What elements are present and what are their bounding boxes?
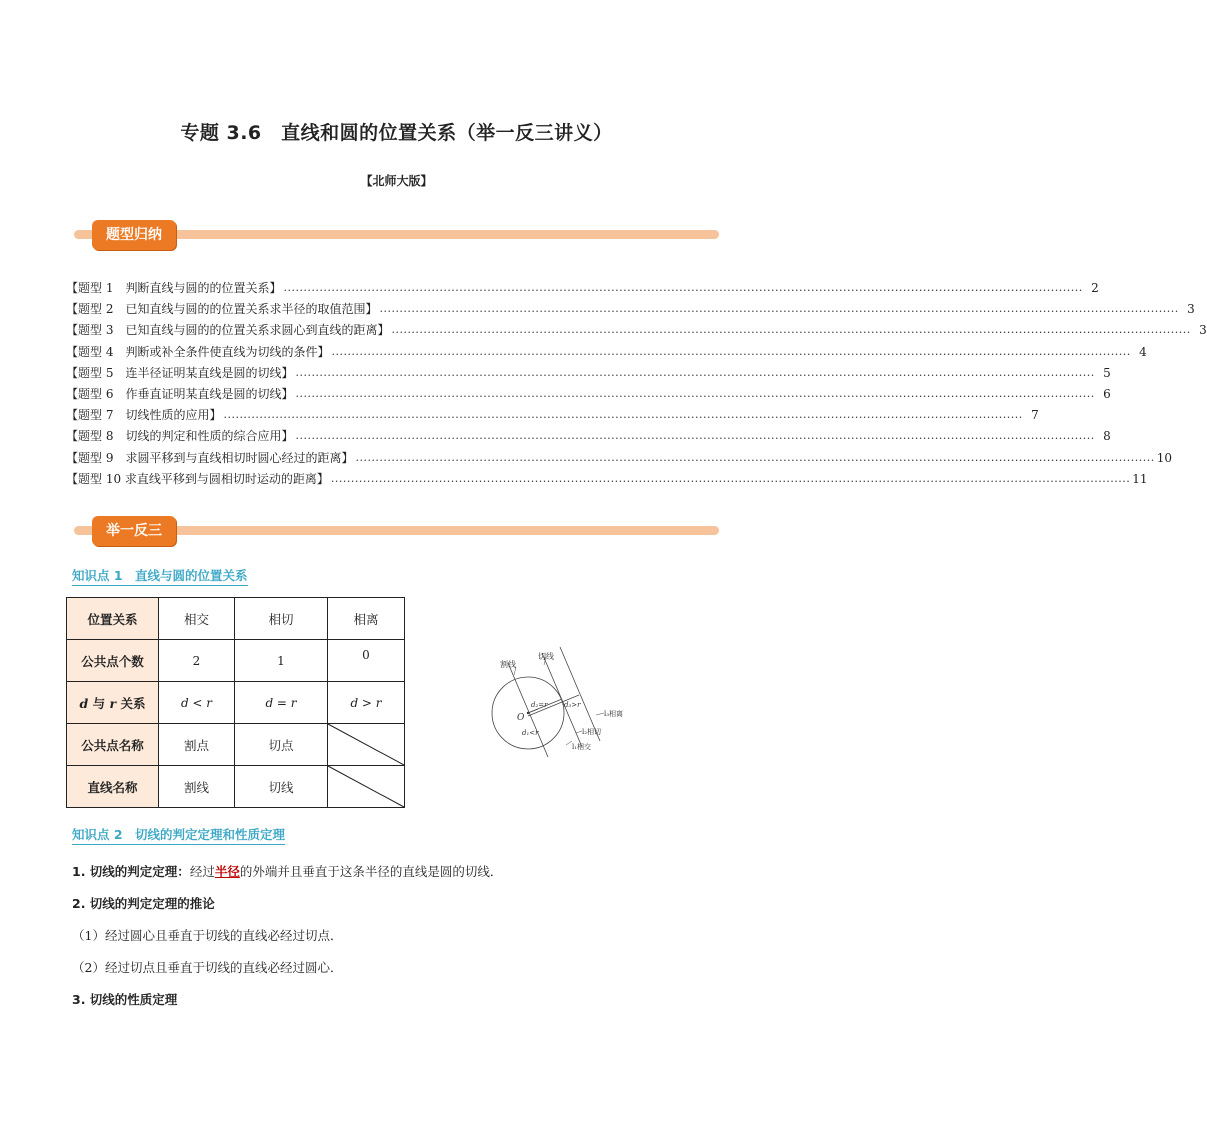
row-label: 公共点个数 xyxy=(67,640,159,682)
label-leader xyxy=(596,713,604,715)
page-title: 专题 3.6 直线和圆的位置关系（举一反三讲义） xyxy=(180,122,613,144)
table-header-cell: 相交 xyxy=(159,598,235,640)
l3-label: l₃相离 xyxy=(604,710,624,718)
toc-leader-dots: ........................................................................................................................................................................................................ xyxy=(330,472,1131,485)
toc-item-page: 2 xyxy=(1091,280,1099,295)
diagonal-slash xyxy=(328,766,404,807)
toc-item-label: 【题型 8 切线的判定和性质的综合应用】 xyxy=(66,429,294,443)
toc-item[interactable] xyxy=(66,468,1148,489)
toc-item-label: 【题型 9 求圆平移到与直线相切时圆心经过的距离】 xyxy=(66,451,354,465)
toc-item-label: 【题型 7 切线性质的应用】 xyxy=(66,408,222,422)
table-cell: 割点 xyxy=(159,724,235,766)
paragraph-heading: 1. 切线的判定定理： xyxy=(72,864,190,879)
empty-diagonal-cell xyxy=(328,766,405,808)
knowledge-point-1-title: 知识点 1 直线与圆的位置关系 xyxy=(72,566,248,586)
toc-item[interactable] xyxy=(66,383,1111,404)
row-label: 直线名称 xyxy=(67,766,159,808)
paragraph-heading: 2. 切线的判定定理的推论 xyxy=(72,896,215,911)
circle-line-diagram xyxy=(486,645,636,765)
toc-item-page: 5 xyxy=(1103,365,1111,380)
row-label xyxy=(67,682,159,724)
toc-item[interactable] xyxy=(66,362,1111,383)
row-label-mid: 与 xyxy=(88,695,110,711)
toc-leader-dots: ........................................................................................................................................................................................................ xyxy=(295,429,1095,442)
table-row xyxy=(67,766,405,808)
toc-leader-dots: ........................................................................................................................................................................................................ xyxy=(295,366,1095,379)
diagonal-slash xyxy=(328,724,404,765)
table-header-cell: 相切 xyxy=(235,598,328,640)
table-header-cell: 相离 xyxy=(328,598,405,640)
toc-item-page: 6 xyxy=(1103,386,1111,401)
toc-item-page: 3 xyxy=(1199,322,1207,337)
l1-label: l₁相交 xyxy=(572,743,592,751)
toc-item-label: 【题型 3 已知直线与圆的的位置关系求圆心到直线的距离】 xyxy=(66,323,390,337)
secant-label: 割线 xyxy=(500,660,516,669)
toc-item[interactable] xyxy=(66,277,1099,298)
table-cell: 0 xyxy=(328,640,405,682)
toc-leader-dots: ........................................................................................................................................................................................................ xyxy=(295,387,1095,400)
toc-leader-dots: ........................................................................................................................................................................................................ xyxy=(283,281,1083,294)
toc-leader-dots: ........................................................................................................................................................................................................ xyxy=(223,408,1023,421)
l2-label: l₂相切 xyxy=(582,728,602,736)
d1-label: d₁<r xyxy=(522,729,539,737)
toc-item-label: 【题型 1 判断直线与圆的的位置关系】 xyxy=(66,281,282,295)
row-label-tail: 关系 xyxy=(116,695,146,711)
table-header-cell: 位置关系 xyxy=(67,598,159,640)
table-cell: d > r xyxy=(328,682,405,724)
paragraph-text: 经过 xyxy=(189,864,215,879)
toc-item-label: 【题型 2 已知直线与圆的的位置关系求半径的取值范围】 xyxy=(66,302,378,316)
highlighted-keyword: 半径 xyxy=(214,864,240,879)
knowledge-point-2-title: 知识点 2 切线的判定定理和性质定理 xyxy=(72,825,285,845)
toc-item-label: 【题型 5 连半径证明某直线是圆的切线】 xyxy=(66,366,294,380)
toc-item[interactable] xyxy=(66,447,1173,468)
toc-leader-dots: ........................................................................................................................................................................................................ xyxy=(355,451,1155,464)
theorem-paragraph-5 xyxy=(72,990,177,1008)
toc-item[interactable] xyxy=(66,298,1195,319)
toc-item[interactable] xyxy=(66,404,1039,425)
center-label: O xyxy=(517,713,525,723)
table-cell: 2 xyxy=(159,640,235,682)
toc-item[interactable] xyxy=(66,341,1147,362)
separate-line xyxy=(560,647,600,741)
theorem-paragraph-4: （2）经过切点且垂直于切线的直线必经过圆心． xyxy=(72,960,343,975)
section-tag-practice: 举一反三 xyxy=(92,516,176,546)
table-cell: 1 xyxy=(235,640,328,682)
table-row xyxy=(67,598,405,640)
symbol-d: d xyxy=(79,695,89,711)
position-relation-table xyxy=(66,597,405,808)
table-row xyxy=(67,682,405,724)
table-cell: d = r xyxy=(235,682,328,724)
empty-diagonal-cell xyxy=(328,724,405,766)
theorem-paragraph-1 xyxy=(72,862,502,880)
toc-leader-dots: ........................................................................................................................................................................................................ xyxy=(379,302,1179,315)
toc-item[interactable] xyxy=(66,425,1111,446)
tangent-label: 切线 xyxy=(538,652,554,661)
row-label: 公共点名称 xyxy=(67,724,159,766)
paragraph-heading: 3. 切线的性质定理 xyxy=(72,992,178,1007)
toc-leader-dots: ........................................................................................................................................................................................................ xyxy=(391,323,1191,336)
toc-item-label: 【题型 4 判断或补全条件使直线为切线的条件】 xyxy=(66,345,330,359)
section-tag-toc: 题型归纳 xyxy=(92,220,176,250)
theorem-paragraph-2 xyxy=(72,894,215,912)
toc-item-page: 11 xyxy=(1132,471,1148,486)
toc-item-page: 4 xyxy=(1139,344,1147,359)
table-cell: d < r xyxy=(159,682,235,724)
d3-label: d₃>r xyxy=(564,701,581,709)
table-cell: 切点 xyxy=(235,724,328,766)
toc-item[interactable] xyxy=(66,319,1207,340)
d2-label: d₂=r xyxy=(531,701,548,709)
toc-leader-dots: ........................................................................................................................................................................................................ xyxy=(331,345,1131,358)
table-row xyxy=(67,724,405,766)
table-row xyxy=(67,640,405,682)
table-cell: 切线 xyxy=(235,766,328,808)
symbol-r: r xyxy=(109,695,117,711)
toc-item-page: 10 xyxy=(1156,450,1173,465)
toc-item-page: 7 xyxy=(1031,407,1039,422)
toc-item-page: 3 xyxy=(1187,301,1195,316)
toc-item-page: 8 xyxy=(1103,428,1111,443)
theorem-paragraph-3: （1）经过圆心且垂直于切线的直线必经过切点． xyxy=(72,928,343,943)
page-subtitle: 【北师大版】 xyxy=(360,174,433,188)
toc-item-label: 【题型 6 作垂直证明某直线是圆的切线】 xyxy=(66,387,294,401)
toc-item-label: 【题型 10 求直线平移到与圆相切时运动的距离】 xyxy=(66,472,329,486)
paragraph-text: 的外端并且垂直于这条半径的直线是圆的切线． xyxy=(239,864,503,879)
table-cell: 割线 xyxy=(159,766,235,808)
